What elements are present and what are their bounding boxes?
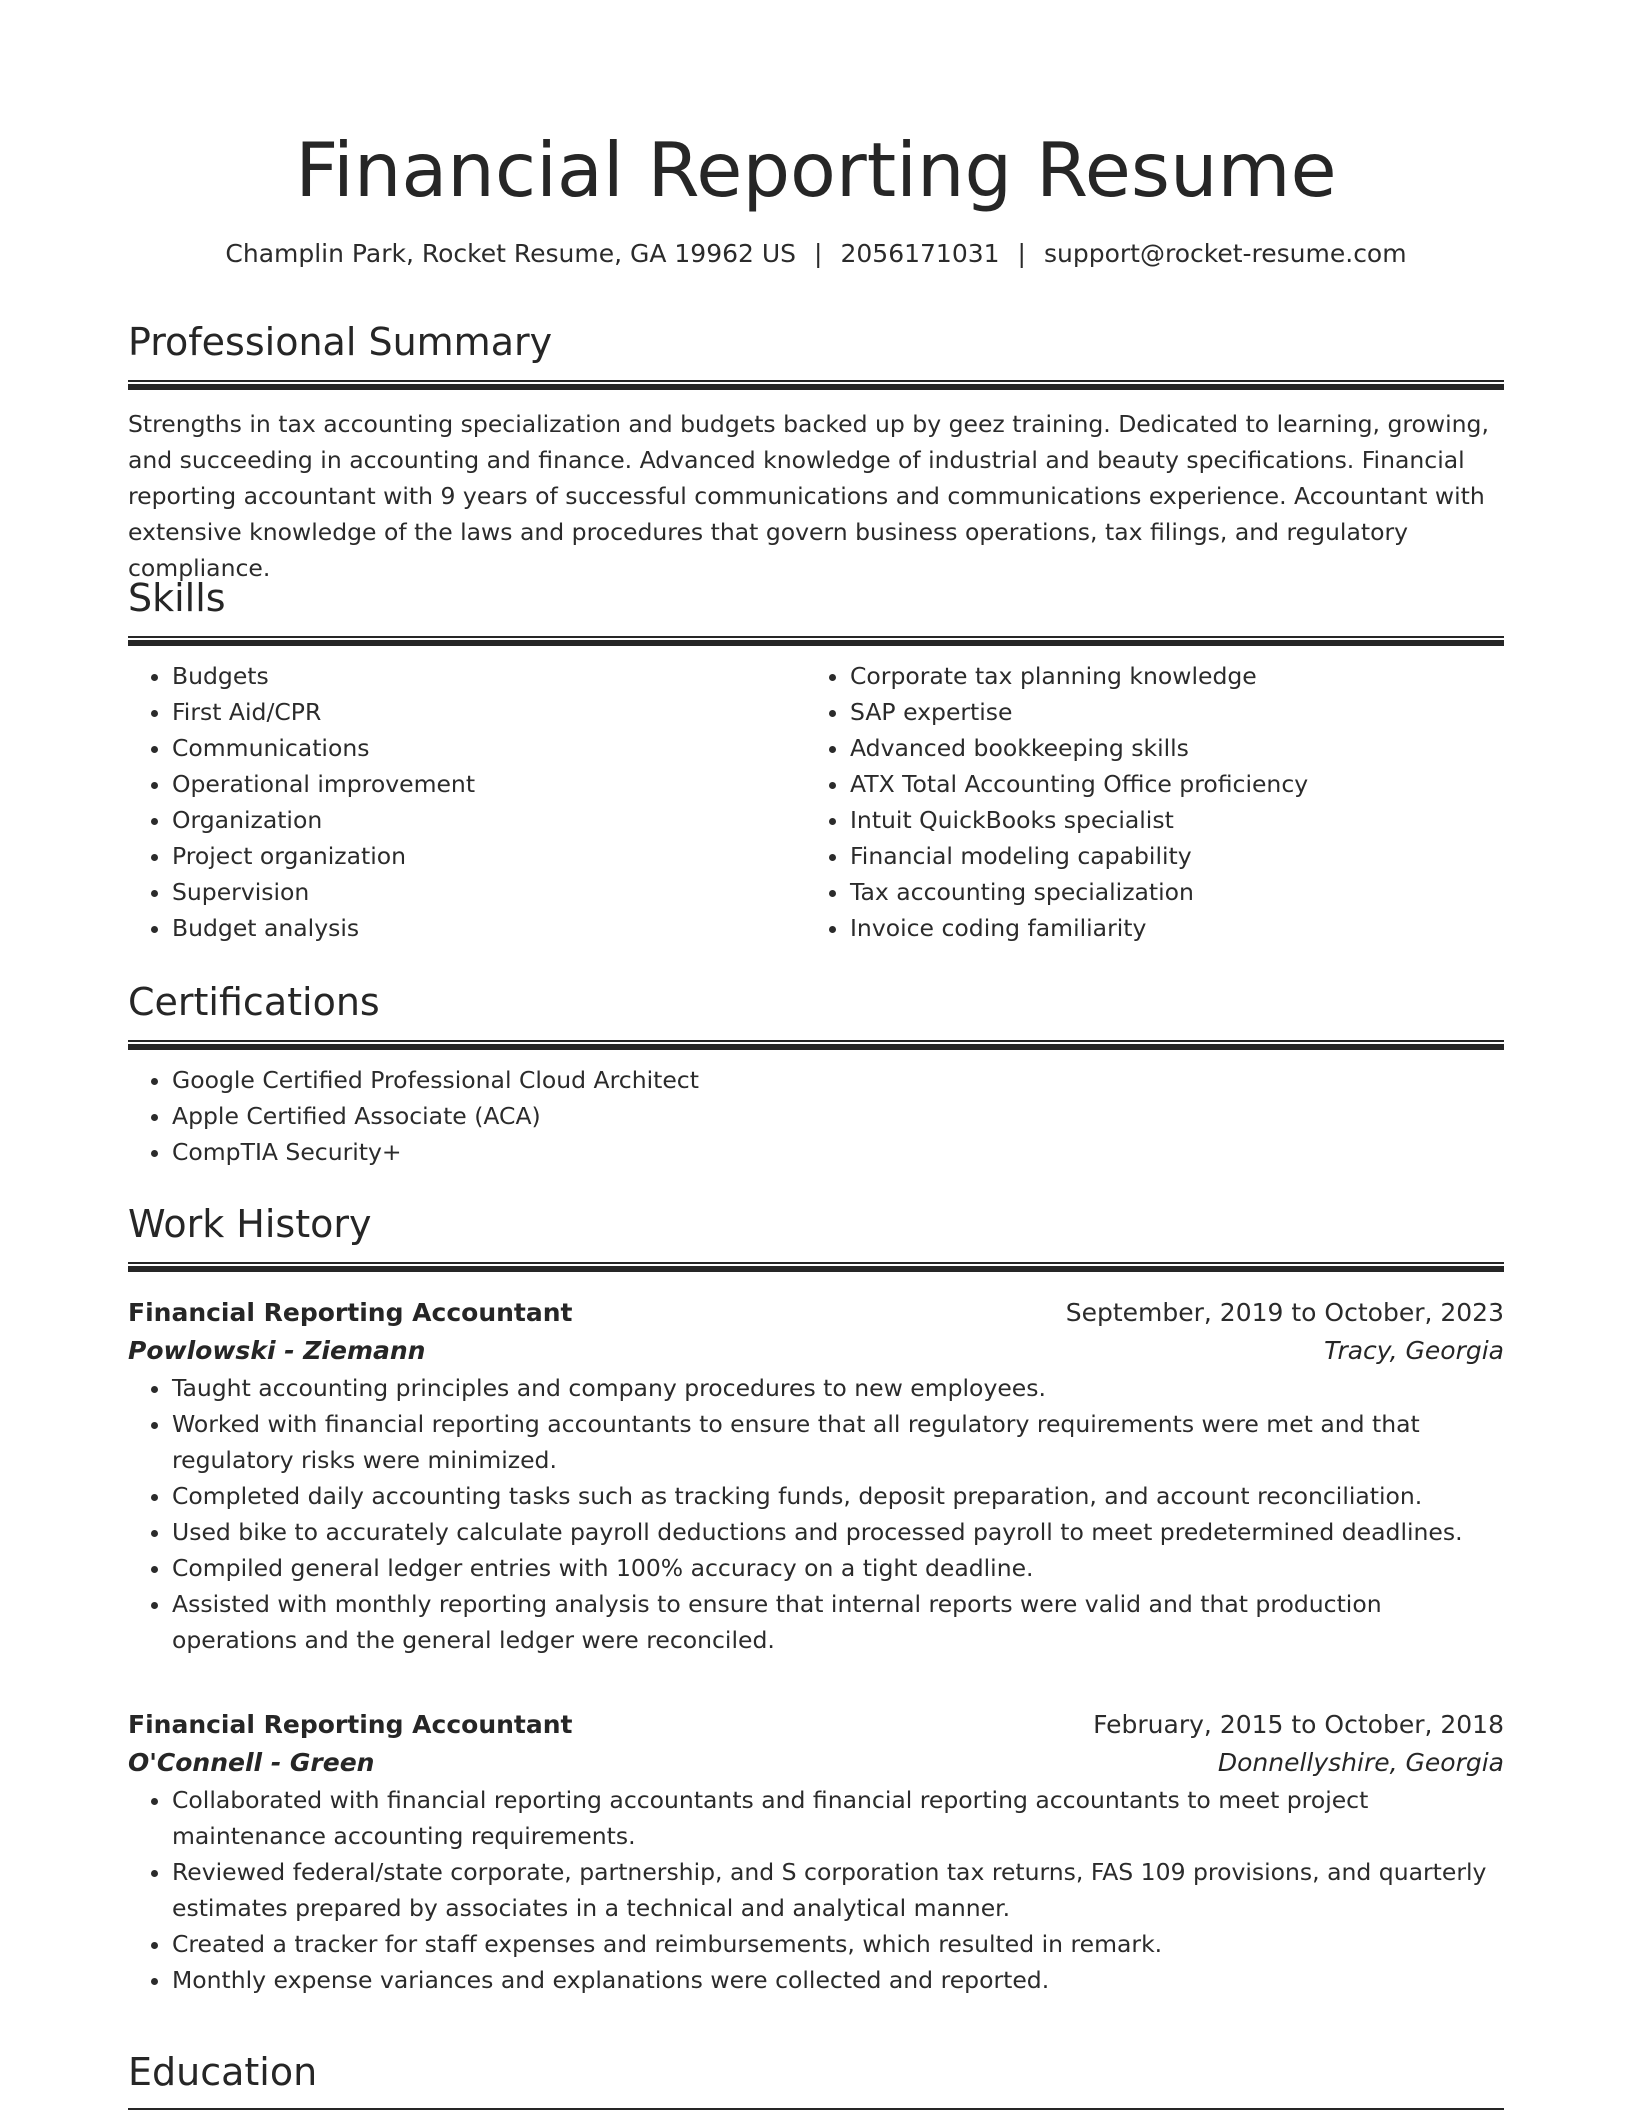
- skills-column-left: [128, 658, 806, 946]
- job-dates: September, 2019 to October, 2023: [1065, 1298, 1504, 1327]
- education-section: [128, 2048, 1504, 2110]
- skills-columns: [128, 658, 1504, 946]
- skill-item: • Tax accounting specialization: [850, 874, 1484, 910]
- section-divider: [128, 636, 1504, 646]
- job-location: Tracy, Georgia: [1324, 1336, 1504, 1365]
- skill-item: • Organization: [172, 802, 806, 838]
- skills-column-right: [806, 658, 1484, 946]
- contact-address: Champlin Park, Rocket Resume, GA 19962 US: [225, 239, 797, 268]
- certification-item: • CompTIA Security+: [172, 1134, 1504, 1170]
- section-heading-education: Education: [128, 2050, 318, 2094]
- job-bullet-list: [128, 1370, 1504, 1658]
- resume-page: [128, 0, 1504, 2094]
- job-header: [128, 1706, 1504, 1744]
- job-bullet: • Monthly expense variances and explanations were collected and reported.: [172, 1962, 1504, 1998]
- summary-text: Strengths in tax accounting specialization and budgets backed up by geez training. Dedicated to learning, growing, and succeeding in accounting and finance. Advanced knowledge of industrial and beauty specifications. Financial reporting accountant with 9 years of successful communications and communications experience. Accountant with extensive knowledge of the laws and procedures that govern business operations, tax filings, and regulatory compliance.: [128, 410, 1489, 582]
- skill-item: • SAP expertise: [850, 694, 1484, 730]
- certification-item: • Google Certified Professional Cloud Architect: [172, 1062, 1504, 1098]
- contact-separator: |: [1017, 239, 1026, 268]
- job-header: [128, 1294, 1504, 1332]
- skill-item: • Project organization: [172, 838, 806, 874]
- skills-section: [128, 574, 1504, 946]
- skill-item: • Invoice coding familiarity: [850, 910, 1484, 946]
- skill-item: • Corporate tax planning knowledge: [850, 658, 1484, 694]
- job-entry: [128, 1294, 1504, 1658]
- skill-item: • ATX Total Accounting Office proficiency: [850, 766, 1484, 802]
- section-divider: [128, 1262, 1504, 1272]
- skill-item: • Budgets: [172, 658, 806, 694]
- skill-item: • Intuit QuickBooks specialist: [850, 802, 1484, 838]
- skill-item: • Supervision: [172, 874, 806, 910]
- section-divider: [128, 1040, 1504, 1050]
- job-bullet: • Created a tracker for staff expenses and reimbursements, which resulted in remark.: [172, 1926, 1504, 1962]
- section-heading-certifications: Certifications: [128, 980, 380, 1024]
- job-subheader: [128, 1744, 1504, 1782]
- job-dates: February, 2015 to October, 2018: [1093, 1710, 1504, 1739]
- section-heading-summary: Professional Summary: [128, 320, 553, 364]
- work-history-section: [128, 1200, 1504, 1272]
- section-heading-skills: Skills: [128, 576, 226, 620]
- job-location: Donnellyshire, Georgia: [1217, 1748, 1504, 1777]
- certification-item: • Apple Certified Associate (ACA): [172, 1098, 1504, 1134]
- job-subheader: [128, 1332, 1504, 1370]
- job-bullet: • Compiled general ledger entries with 100% accuracy on a tight deadline.: [172, 1550, 1504, 1586]
- contact-phone[interactable]: 2056171031: [840, 239, 1000, 268]
- skill-item: • First Aid/CPR: [172, 694, 806, 730]
- job-bullet: • Collaborated with financial reporting accountants and financial reporting accountants to meet project maintenance accounting requirements.: [172, 1782, 1504, 1854]
- skill-item: • Operational improvement: [172, 766, 806, 802]
- job-bullet: • Worked with financial reporting accountants to ensure that all regulatory requirements were met and that regulatory risks were minimized.: [172, 1406, 1504, 1478]
- summary-section: [128, 318, 1504, 586]
- job-bullet: • Used bike to accurately calculate payroll deductions and processed payroll to meet predetermined deadlines.: [172, 1514, 1504, 1550]
- job-bullet: • Reviewed federal/state corporate, partnership, and S corporation tax returns, FAS 109 provisions, and quarterly estimates prepared by associates in a technical and analytical manner.: [172, 1854, 1504, 1926]
- job-bullet: • Assisted with monthly reporting analysis to ensure that internal reports were valid and that production operations and the general ledger were reconciled.: [172, 1586, 1504, 1658]
- job-company: O'Connell - Green: [128, 1748, 375, 1777]
- contact-email[interactable]: support@rocket-resume.com: [1043, 239, 1407, 268]
- page-title: Financial Reporting Resume: [295, 126, 1337, 214]
- section-divider: [128, 380, 1504, 390]
- job-bullet: • Completed daily accounting tasks such as tracking funds, deposit preparation, and account reconciliation.: [172, 1478, 1504, 1514]
- contact-separator: |: [814, 239, 823, 268]
- section-divider: [128, 2108, 1504, 2110]
- job-title: Financial Reporting Accountant: [128, 1710, 573, 1739]
- skill-item: • Advanced bookkeeping skills: [850, 730, 1484, 766]
- job-company: Powlowski - Ziemann: [128, 1336, 426, 1365]
- job-bullet: • Taught accounting principles and company procedures to new employees.: [172, 1370, 1504, 1406]
- section-heading-work-history: Work History: [128, 1202, 372, 1246]
- job-bullet-list: [128, 1782, 1504, 1998]
- job-title: Financial Reporting Accountant: [128, 1298, 573, 1327]
- job-entry: [128, 1706, 1504, 1998]
- skill-item: • Budget analysis: [172, 910, 806, 946]
- certifications-section: [128, 978, 1504, 1170]
- skill-item: • Communications: [172, 730, 806, 766]
- contact-line: [128, 236, 1504, 272]
- skill-item: • Financial modeling capability: [850, 838, 1484, 874]
